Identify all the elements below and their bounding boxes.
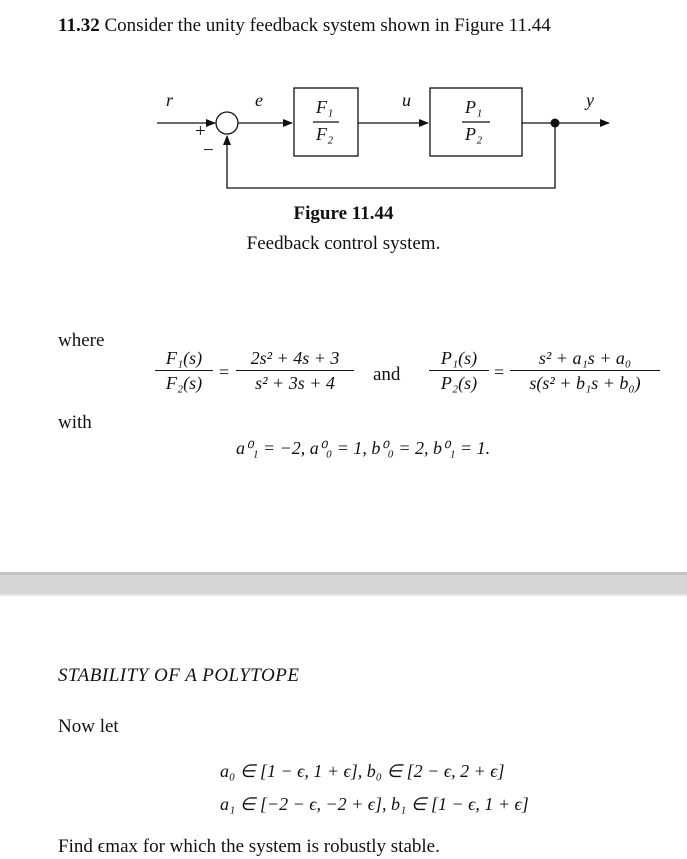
- problem-number: 11.32: [58, 15, 100, 36]
- nominal-values: a⁰₁ = −2, a⁰₀ = 1, b⁰₀ = 2, b⁰₁ = 1.: [236, 438, 491, 458]
- page-separator: [0, 572, 687, 596]
- sum-minus-sign: −: [203, 140, 214, 161]
- figure-caption: Feedback control system.: [246, 233, 441, 254]
- signal-y-label: y: [586, 90, 594, 110]
- p-lhs-numerator: P₁(s): [440, 348, 478, 368]
- block1-denominator: F₂: [316, 124, 334, 144]
- interval-a1-b1: a₁ ∈ [−2 − ϵ, −2 + ϵ], b₁ ∈ [1 − ϵ, 1 + ϵ]: [220, 794, 529, 814]
- section-heading: STABILITY OF A POLYTOPE: [58, 665, 300, 686]
- fraction-bar: [429, 370, 489, 371]
- problem-text: Consider the unity feedback system shown in Figure 11.44: [104, 15, 551, 36]
- summing-junction: [216, 112, 238, 134]
- separator-shadow-top: [0, 572, 687, 575]
- block1-numerator: F₁: [316, 97, 334, 117]
- equals-sign-1: =: [219, 362, 230, 382]
- signal-u-label: u: [402, 90, 411, 110]
- block2-numerator: P₁: [465, 97, 483, 117]
- where-label: where: [58, 330, 105, 351]
- f-rhs-denominator: s² + 3s + 4: [255, 373, 335, 393]
- f-lhs-numerator: F₁(s): [165, 348, 203, 368]
- signal-e-label: e: [255, 90, 263, 110]
- with-label: with: [58, 412, 92, 433]
- signal-r-label: r: [166, 90, 174, 110]
- f-ratio-rhs: [236, 347, 354, 394]
- fraction-bar: [236, 370, 354, 371]
- f-ratio-lhs: [155, 347, 213, 394]
- f-rhs-numerator: 2s² + 4s + 3: [250, 348, 340, 368]
- equals-sign-2: =: [494, 362, 505, 382]
- p-rhs-denominator: s(s² + b₁s + b₀): [529, 373, 641, 393]
- p-ratio-lhs: [429, 347, 489, 394]
- fraction-bar: [155, 370, 213, 371]
- now-let-label: Now let: [58, 716, 119, 737]
- f-lhs-denominator: F₂(s): [165, 373, 203, 393]
- block-diagram: [0, 0, 687, 200]
- p-lhs-denominator: P₂(s): [440, 373, 478, 393]
- p-rhs-numerator: s² + a₁s + a₀: [538, 348, 632, 368]
- block2-denominator: P₂: [465, 124, 483, 144]
- sum-plus-sign: +: [195, 121, 206, 142]
- interval-a0-b0: a₀ ∈ [1 − ϵ, 1 + ϵ], b₀ ∈ [2 − ϵ, 2 + ϵ]: [220, 761, 505, 781]
- figure-title: Figure 11.44: [293, 203, 394, 224]
- p-ratio-rhs: [510, 347, 660, 394]
- fraction-bar: [510, 370, 660, 371]
- and-label: and: [373, 364, 401, 385]
- question-text: Find ϵmax for which the system is robustly stable.: [58, 836, 440, 857]
